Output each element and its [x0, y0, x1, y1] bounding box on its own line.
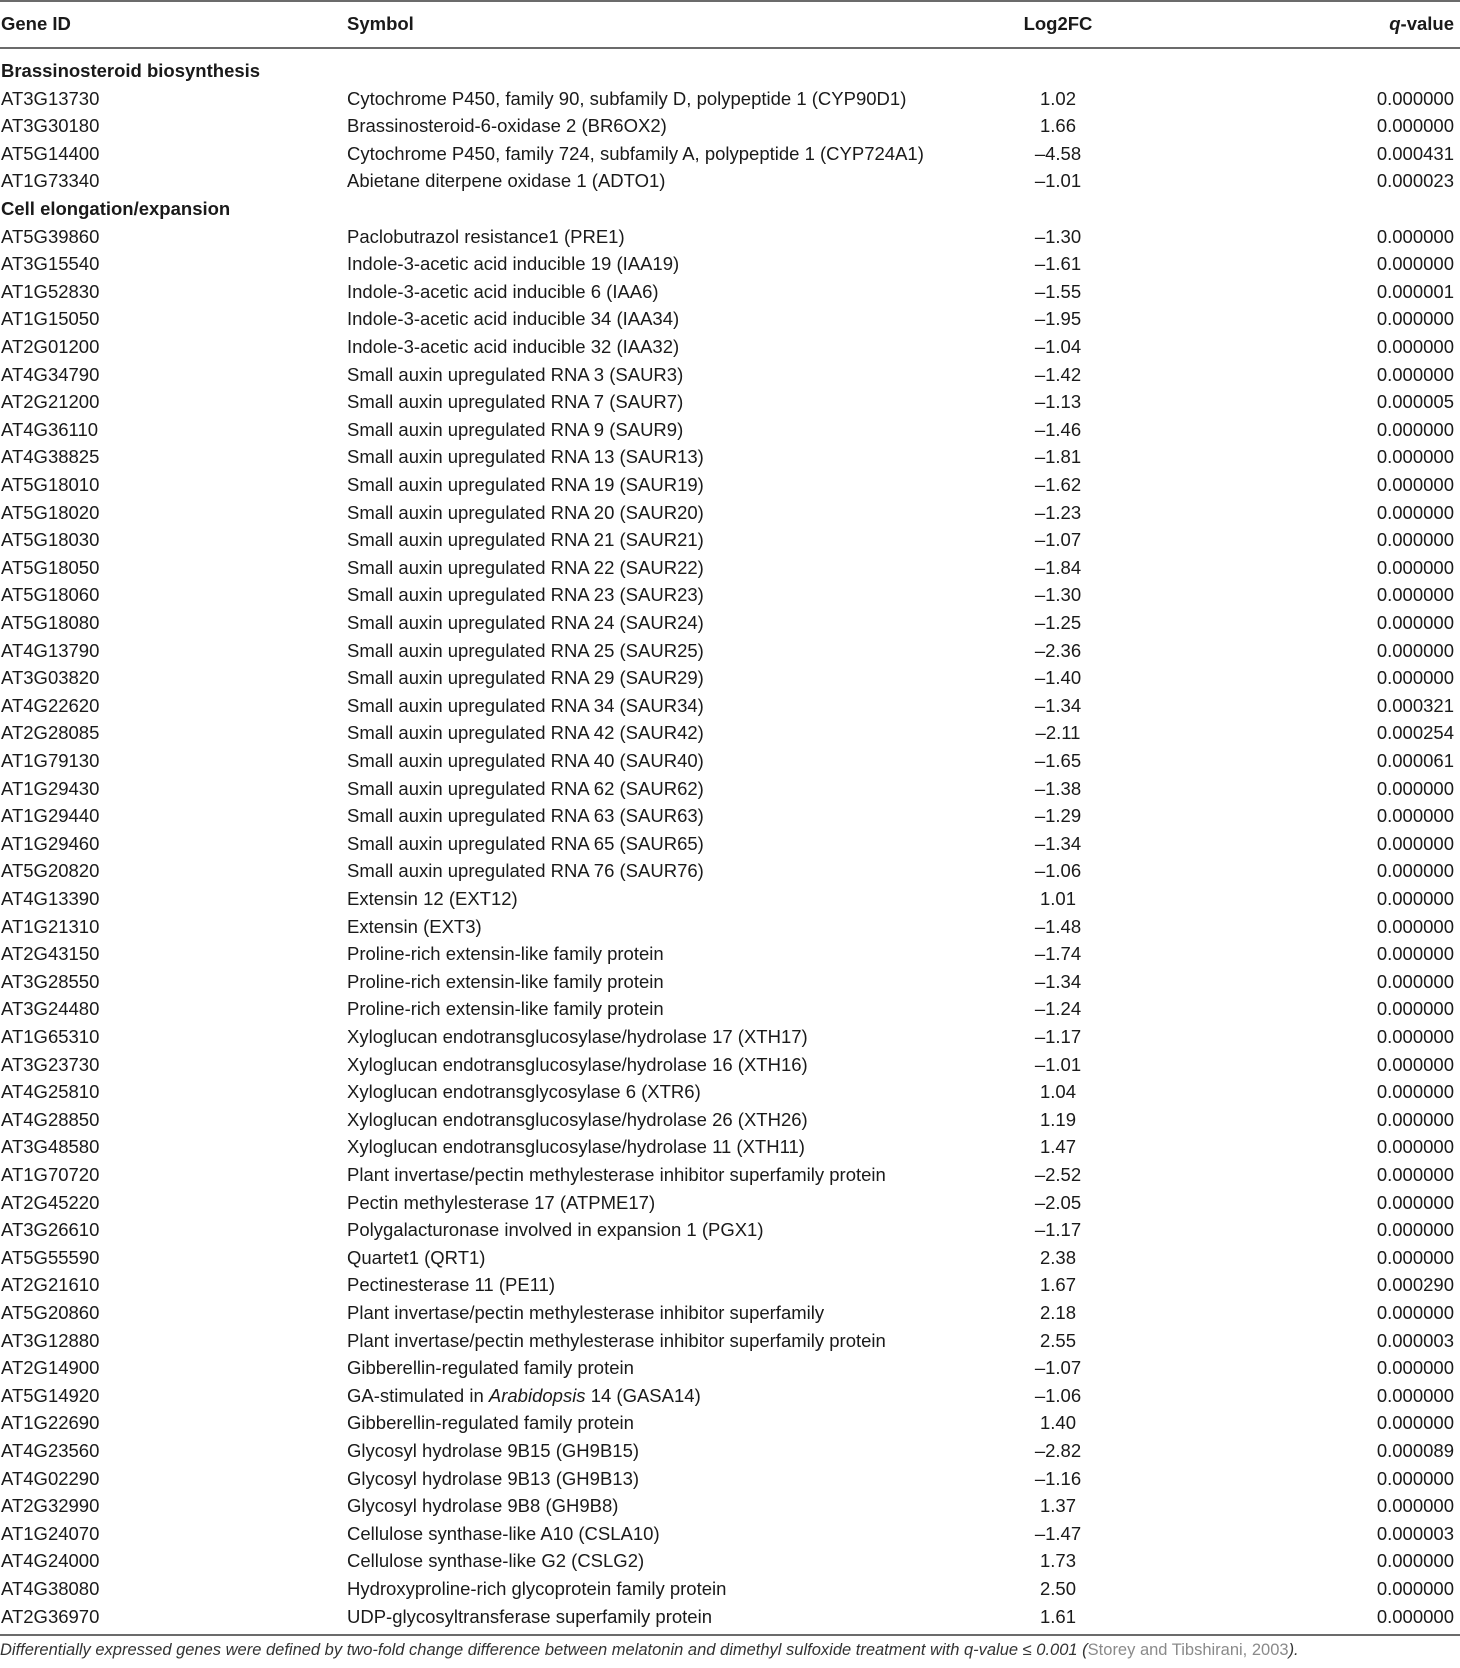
symbol-cell: Pectinesterase 11 (PE11) — [347, 1274, 556, 1296]
gene-id-cell: AT1G70720 — [1, 1164, 100, 1185]
q-value-cell: 0.000000 — [1376, 860, 1454, 882]
header-gene-id: Gene ID — [1, 13, 71, 34]
log2fc-cell: 2.50 — [1039, 1578, 1076, 1599]
gene-id-cell: AT3G28550 — [1, 970, 100, 992]
symbol-cell: Xyloglucan endotransglucosylase/hydrolase 26 (XTH26) — [347, 1108, 808, 1130]
header-symbol: Symbol — [347, 13, 414, 34]
gene-id-cell: AT2G45220 — [1, 1191, 100, 1213]
top-rule — [0, 0, 1460, 2]
log2fc-cell: –1.07 — [1034, 529, 1082, 551]
table-row — [0, 692, 1460, 720]
q-value-cell: 0.000000 — [1376, 970, 1454, 992]
q-value-cell: 0.000000 — [1376, 998, 1454, 1020]
symbol-cell: Cellulose synthase-like A10 (CSLA10) — [347, 1522, 660, 1544]
symbol-cell: Proline-rich extensin-like family protein — [347, 998, 664, 1020]
gene-id-cell: AT2G36970 — [1, 1605, 100, 1627]
symbol-cell: Plant invertase/pectin methylesterase inhibitor superfamily protein — [347, 1329, 886, 1351]
symbol-cell: Small auxin upregulated RNA 24 (SAUR24) — [347, 612, 704, 633]
symbol-cell: Brassinosteroid-6-oxidase 2 (BR6OX2) — [347, 115, 667, 137]
symbol-cell: Small auxin upregulated RNA 29 (SAUR29) — [347, 667, 704, 689]
gene-id-cell: AT1G22690 — [1, 1412, 100, 1434]
gene-id-cell: AT1G73340 — [1, 170, 100, 192]
symbol-cell: Abietane diterpene oxidase 1 (ADTO1) — [347, 170, 666, 192]
table-row — [0, 526, 1460, 554]
table-row — [0, 1133, 1460, 1161]
q-value-cell: 0.000000 — [1376, 1550, 1454, 1572]
table-row — [0, 1492, 1460, 1520]
gene-id-cell: AT3G23730 — [1, 1053, 100, 1075]
table-row — [0, 167, 1460, 195]
log2fc-cell: 1.47 — [1039, 1136, 1076, 1158]
table-row — [0, 1465, 1460, 1493]
log2fc-cell: –2.82 — [1034, 1440, 1082, 1461]
table-row — [0, 388, 1460, 416]
table-row — [0, 499, 1460, 527]
table-row — [0, 278, 1460, 306]
table-row — [0, 747, 1460, 775]
footnote-text: Differentially expressed genes were defined by two-fold change difference between melatonin and dimethyl sulfoxide treatment with q-value ≤ 0.001 ( — [0, 1641, 1088, 1659]
q-value-cell: 0.000000 — [1376, 363, 1454, 385]
q-value-cell: 0.000000 — [1376, 832, 1454, 854]
log2fc-cell: –2.05 — [1034, 1191, 1082, 1213]
log2fc-cell: 1.66 — [1039, 115, 1076, 137]
table-row — [0, 1106, 1460, 1134]
log2fc-cell: –1.30 — [1034, 584, 1082, 606]
table-row — [0, 1299, 1460, 1327]
log2fc-cell: –4.58 — [1034, 142, 1082, 164]
q-value-cell: 0.000000 — [1376, 418, 1454, 440]
table-row — [0, 223, 1460, 251]
table-row — [0, 885, 1460, 913]
gene-id-cell: AT5G18060 — [1, 584, 100, 606]
gene-id-cell: AT1G29460 — [1, 832, 100, 854]
table-row — [0, 1382, 1460, 1410]
gene-id-cell: AT5G18050 — [1, 556, 100, 578]
table-row — [0, 913, 1460, 941]
table-row — [0, 1547, 1460, 1575]
table-row — [0, 416, 1460, 444]
gene-id-cell: AT3G12880 — [1, 1329, 100, 1351]
symbol-cell: Polygalacturonase involved in expansion 1 (PGX1) — [347, 1219, 764, 1241]
symbol-cell: Xyloglucan endotransglycosylase 6 (XTR6) — [347, 1081, 701, 1103]
log2fc-cell: 2.38 — [1039, 1246, 1076, 1268]
log2fc-cell: 1.19 — [1039, 1108, 1076, 1130]
gene-id-cell: AT3G48580 — [1, 1136, 100, 1158]
log2fc-cell: 2.55 — [1039, 1329, 1076, 1351]
footnote-end: ). — [1288, 1641, 1299, 1659]
table-row — [0, 1327, 1460, 1355]
q-value-cell: 0.000001 — [1376, 280, 1454, 302]
log2fc-cell: 1.40 — [1039, 1412, 1076, 1434]
symbol-cell: Small auxin upregulated RNA 13 (SAUR13) — [347, 446, 704, 468]
table-row — [0, 1161, 1460, 1189]
symbol-cell: Small auxin upregulated RNA 9 (SAUR9) — [347, 418, 684, 440]
log2fc-cell: –2.36 — [1034, 639, 1082, 661]
symbol-cell — [347, 1382, 701, 1410]
symbol-cell: Indole-3-acetic acid inducible 32 (IAA32) — [347, 336, 680, 357]
gene-id-cell: AT4G34790 — [1, 363, 100, 385]
log2fc-cell: –1.40 — [1034, 667, 1082, 689]
gene-id-cell: AT4G13790 — [1, 639, 100, 661]
table-row — [0, 1271, 1460, 1299]
footnote-citation-link[interactable]: Storey and Tibshirani, 2003 — [1087, 1641, 1289, 1659]
gene-id-cell: AT2G14900 — [1, 1357, 100, 1379]
symbol-cell: Cytochrome P450, family 90, subfamily D, polypeptide 1 (CYP90D1) — [347, 87, 907, 109]
header-rule — [0, 47, 1460, 49]
table-row — [0, 1216, 1460, 1244]
symbol-cell: Plant invertase/pectin methylesterase inhibitor superfamily — [347, 1302, 825, 1323]
q-value-cell: 0.000000 — [1376, 1384, 1454, 1406]
table-row — [0, 112, 1460, 140]
gene-id-cell: AT1G15050 — [1, 308, 100, 330]
gene-id-cell: AT1G79130 — [1, 750, 100, 771]
table-row — [0, 664, 1460, 692]
symbol-cell: Small auxin upregulated RNA 23 (SAUR23) — [347, 584, 704, 606]
gene-id-cell: AT4G13390 — [1, 888, 100, 909]
log2fc-cell: –1.17 — [1034, 1219, 1082, 1241]
gene-id-cell: AT3G15540 — [1, 253, 100, 275]
gene-id-cell: AT1G29430 — [1, 777, 100, 799]
symbol-cell: Xyloglucan endotransglucosylase/hydrolase 16 (XTH16) — [347, 1053, 808, 1075]
symbol-cell: Proline-rich extensin-like family protein — [347, 943, 664, 965]
q-value-cell: 0.000000 — [1376, 1136, 1454, 1158]
log2fc-cell: –1.65 — [1034, 750, 1082, 771]
log2fc-cell: –2.11 — [1035, 722, 1081, 744]
q-value-cell: 0.000000 — [1376, 87, 1454, 109]
q-value-cell: 0.000000 — [1376, 115, 1454, 137]
q-value-cell: 0.000000 — [1376, 1164, 1454, 1185]
log2fc-cell: –1.25 — [1034, 612, 1082, 633]
symbol-cell: Extensin 12 (EXT12) — [347, 888, 518, 909]
table-row — [0, 1078, 1460, 1106]
table-row — [0, 250, 1460, 278]
table-row — [0, 554, 1460, 582]
q-value-cell: 0.000000 — [1376, 1495, 1454, 1517]
gene-id-cell: AT3G26610 — [1, 1219, 100, 1241]
log2fc-cell: 1.37 — [1039, 1495, 1076, 1517]
log2fc-cell: –1.04 — [1034, 336, 1082, 357]
symbol-cell: Indole-3-acetic acid inducible 19 (IAA19) — [347, 253, 680, 275]
q-value-cell: 0.000254 — [1376, 722, 1454, 744]
log2fc-cell: 1.01 — [1039, 888, 1076, 909]
symbol-cell: Proline-rich extensin-like family protein — [347, 970, 664, 992]
symbol-cell: Small auxin upregulated RNA 3 (SAUR3) — [347, 363, 684, 385]
gene-id-cell: AT2G43150 — [1, 943, 100, 965]
q-value-cell: 0.000000 — [1376, 1219, 1454, 1241]
gene-id-cell: AT5G18010 — [1, 474, 100, 495]
table-row — [0, 333, 1460, 361]
log2fc-cell: –1.17 — [1034, 1026, 1082, 1047]
q-value-cell: 0.000000 — [1376, 1467, 1454, 1489]
table-row — [0, 1603, 1460, 1631]
log2fc-cell: –1.29 — [1034, 805, 1082, 827]
symbol-cell: Glycosyl hydrolase 9B13 (GH9B13) — [347, 1467, 640, 1489]
log2fc-cell: –1.24 — [1034, 998, 1082, 1020]
table-row — [0, 1023, 1460, 1051]
log2fc-cell: –1.38 — [1034, 777, 1082, 799]
q-value-cell: 0.000061 — [1376, 750, 1454, 771]
table-header — [0, 10, 1460, 38]
symbol-cell: Xyloglucan endotransglucosylase/hydrolase 11 (XTH11) — [347, 1136, 805, 1158]
table-row — [0, 995, 1460, 1023]
log2fc-cell: –1.16 — [1034, 1467, 1082, 1489]
log2fc-cell: –1.34 — [1034, 694, 1082, 716]
q-value-cell: 0.000003 — [1376, 1522, 1454, 1544]
gene-id-cell: AT5G18020 — [1, 501, 100, 523]
q-value-cell: 0.000000 — [1376, 639, 1454, 661]
q-value-cell: 0.000000 — [1376, 777, 1454, 799]
symbol-cell: Small auxin upregulated RNA 19 (SAUR19) — [347, 474, 704, 495]
gene-id-cell: AT3G13730 — [1, 87, 100, 109]
table-row — [0, 305, 1460, 333]
section-row — [0, 57, 1460, 85]
symbol-cell: Small auxin upregulated RNA 62 (SAUR62) — [347, 777, 704, 799]
symbol-text: GA-stimulated in — [347, 1384, 489, 1406]
symbol-cell: UDP-glycosyltransferase superfamily protein — [347, 1605, 712, 1627]
q-value-cell: 0.000000 — [1376, 1246, 1454, 1268]
log2fc-cell: –1.34 — [1034, 832, 1082, 854]
table-row — [0, 1520, 1460, 1548]
q-value-cell: 0.000000 — [1376, 1412, 1454, 1434]
q-value-cell: 0.000000 — [1376, 888, 1454, 909]
gene-id-cell: AT5G20820 — [1, 860, 100, 882]
symbol-cell: Quartet1 (QRT1) — [347, 1246, 486, 1268]
gene-id-cell: AT1G29440 — [1, 805, 100, 827]
gene-id-cell: AT1G21310 — [1, 915, 100, 937]
table-row — [0, 140, 1460, 168]
q-value-cell: 0.000000 — [1376, 1108, 1454, 1130]
table-row — [0, 609, 1460, 637]
q-value-cell: 0.000000 — [1376, 1578, 1454, 1599]
log2fc-cell: –1.74 — [1034, 943, 1082, 965]
gene-id-cell: AT4G22620 — [1, 694, 100, 716]
symbol-cell: Gibberellin-regulated family protein — [347, 1357, 634, 1379]
gene-id-cell: AT2G28085 — [1, 722, 100, 744]
symbol-cell: Glycosyl hydrolase 9B15 (GH9B15) — [347, 1440, 640, 1461]
symbol-cell: Small auxin upregulated RNA 63 (SAUR63) — [347, 805, 704, 827]
q-value-cell: 0.000431 — [1376, 142, 1454, 164]
log2fc-cell: 1.61 — [1039, 1605, 1076, 1627]
gene-id-cell: AT5G14920 — [1, 1384, 100, 1406]
gene-id-cell: AT4G36110 — [1, 418, 99, 440]
table-row — [0, 361, 1460, 389]
log2fc-cell: –1.30 — [1034, 225, 1082, 247]
log2fc-cell: –1.95 — [1034, 308, 1082, 330]
symbol-cell: Glycosyl hydrolase 9B8 (GH9B8) — [347, 1495, 619, 1517]
table-row — [0, 1354, 1460, 1382]
table-row — [0, 637, 1460, 665]
table-row — [0, 85, 1460, 113]
gene-id-cell: AT5G20860 — [1, 1302, 100, 1323]
symbol-cell: Cytochrome P450, family 724, subfamily A, polypeptide 1 (CYP724A1) — [347, 142, 924, 164]
log2fc-cell: 1.02 — [1039, 87, 1076, 109]
log2fc-cell: –1.06 — [1034, 1384, 1082, 1406]
gene-id-cell: AT2G21610 — [1, 1274, 100, 1296]
log2fc-cell: –1.07 — [1034, 1357, 1082, 1379]
symbol-cell: Small auxin upregulated RNA 76 (SAUR76) — [347, 860, 704, 882]
log2fc-cell: –1.81 — [1034, 446, 1082, 468]
symbol-cell: Small auxin upregulated RNA 40 (SAUR40) — [347, 750, 704, 771]
q-value-cell: 0.000000 — [1376, 336, 1454, 357]
gene-id-cell: AT4G02290 — [1, 1467, 100, 1489]
gene-id-cell: AT4G38825 — [1, 446, 100, 468]
q-value-cell: 0.000000 — [1376, 612, 1454, 633]
q-value-cell: 0.000000 — [1376, 1357, 1454, 1379]
gene-id-cell: AT2G32990 — [1, 1495, 100, 1517]
table-row — [0, 1189, 1460, 1217]
symbol-cell: Small auxin upregulated RNA 22 (SAUR22) — [347, 556, 704, 578]
table-row — [0, 719, 1460, 747]
gene-id-cell: AT2G21200 — [1, 391, 100, 413]
q-value-cell: 0.000000 — [1376, 1081, 1454, 1103]
log2fc-cell: 1.04 — [1039, 1081, 1076, 1103]
q-value-cell: 0.000023 — [1376, 170, 1454, 192]
symbol-cell: Xyloglucan endotransglucosylase/hydrolase 17 (XTH17) — [347, 1026, 808, 1047]
q-value-cell: 0.000000 — [1376, 667, 1454, 689]
q-value-cell: 0.000000 — [1376, 446, 1454, 468]
q-value-cell: 0.000000 — [1376, 1191, 1454, 1213]
q-value-cell: 0.000000 — [1376, 1302, 1454, 1323]
q-value-cell: 0.000000 — [1376, 805, 1454, 827]
table-row — [0, 940, 1460, 968]
q-value-cell: 0.000000 — [1376, 584, 1454, 606]
log2fc-cell: –1.62 — [1034, 474, 1082, 495]
gene-id-cell: AT5G14400 — [1, 142, 100, 164]
bottom-rule — [0, 1634, 1460, 1636]
q-value-cell: 0.000000 — [1376, 943, 1454, 965]
symbol-cell: Paclobutrazol resistance1 (PRE1) — [347, 225, 625, 247]
symbol-cell: Small auxin upregulated RNA 7 (SAUR7) — [347, 391, 684, 413]
table-row — [0, 857, 1460, 885]
log2fc-cell: –1.06 — [1034, 860, 1082, 882]
table-row — [0, 1575, 1460, 1603]
table-row — [0, 1437, 1460, 1465]
symbol-text: 14 (GASA14) — [585, 1384, 701, 1406]
symbol-italic: Arabidopsis — [488, 1384, 586, 1406]
table-footnote — [0, 1641, 1299, 1660]
symbol-cell: Small auxin upregulated RNA 42 (SAUR42) — [347, 722, 704, 744]
table-row — [0, 471, 1460, 499]
section-row — [0, 195, 1460, 223]
log2fc-cell: –1.01 — [1034, 1053, 1082, 1075]
log2fc-cell: 1.67 — [1039, 1274, 1076, 1296]
q-value-cell: 0.000005 — [1376, 391, 1454, 413]
q-value-cell: 0.000089 — [1376, 1440, 1454, 1461]
q-value-cell: 0.000000 — [1376, 308, 1454, 330]
gene-id-cell: AT2G01200 — [1, 336, 100, 357]
symbol-cell: Small auxin upregulated RNA 20 (SAUR20) — [347, 501, 704, 523]
q-value-cell: 0.000000 — [1376, 474, 1454, 495]
log2fc-cell: –1.46 — [1034, 418, 1082, 440]
gene-id-cell: AT5G18080 — [1, 612, 100, 633]
symbol-cell: Indole-3-acetic acid inducible 34 (IAA34) — [347, 308, 680, 330]
q-value-cell: 0.000003 — [1376, 1329, 1454, 1351]
symbol-cell: Small auxin upregulated RNA 25 (SAUR25) — [347, 639, 704, 661]
section-title: Brassinosteroid biosynthesis — [1, 60, 261, 81]
q-value-cell: 0.000000 — [1376, 225, 1454, 247]
log2fc-cell: –1.84 — [1034, 556, 1082, 578]
log2fc-cell: –1.61 — [1034, 253, 1082, 275]
symbol-cell: Indole-3-acetic acid inducible 6 (IAA6) — [347, 280, 659, 302]
symbol-cell: Hydroxyproline-rich glycoprotein family protein — [347, 1578, 727, 1599]
gene-id-cell: AT3G03820 — [1, 667, 100, 689]
q-value-cell: 0.000000 — [1376, 529, 1454, 551]
gene-id-cell: AT4G28850 — [1, 1108, 100, 1130]
gene-id-cell: AT1G24070 — [1, 1522, 100, 1544]
symbol-cell: Extensin (EXT3) — [347, 915, 482, 937]
q-value-cell: 0.000000 — [1376, 1605, 1454, 1627]
q-value-cell: 0.000000 — [1376, 915, 1454, 937]
symbol-cell: Plant invertase/pectin methylesterase inhibitor superfamily protein — [347, 1164, 886, 1185]
q-value-cell: 0.000290 — [1376, 1274, 1454, 1296]
log2fc-cell: –1.48 — [1034, 915, 1082, 937]
table-row — [0, 1244, 1460, 1272]
symbol-cell: Small auxin upregulated RNA 21 (SAUR21) — [347, 529, 704, 551]
q-value-cell: 0.000000 — [1376, 556, 1454, 578]
log2fc-cell: –1.42 — [1034, 363, 1082, 385]
log2fc-cell: –1.34 — [1034, 970, 1082, 992]
gene-id-cell: AT1G65310 — [1, 1026, 100, 1047]
gene-id-cell: AT5G39860 — [1, 225, 100, 247]
gene-id-cell: AT3G24480 — [1, 998, 100, 1020]
log2fc-cell: –1.47 — [1034, 1522, 1082, 1544]
gene-id-cell: AT4G23560 — [1, 1440, 100, 1461]
section-title: Cell elongation/expansion — [1, 198, 231, 219]
gene-id-cell: AT4G25810 — [1, 1081, 100, 1103]
log2fc-cell: –1.23 — [1034, 501, 1082, 523]
log2fc-cell: –1.55 — [1034, 280, 1082, 302]
log2fc-cell: 2.18 — [1039, 1302, 1076, 1323]
table-row — [0, 1051, 1460, 1079]
table-row — [0, 443, 1460, 471]
q-value-cell: 0.000000 — [1376, 501, 1454, 523]
table-row — [0, 581, 1460, 609]
header-q-value: q-value — [1389, 13, 1454, 34]
q-value-cell: 0.000321 — [1376, 694, 1454, 716]
log2fc-cell: –2.52 — [1034, 1164, 1082, 1185]
log2fc-cell: 1.73 — [1039, 1550, 1076, 1572]
table-row — [0, 775, 1460, 803]
q-value-cell: 0.000000 — [1376, 253, 1454, 275]
symbol-cell: Small auxin upregulated RNA 65 (SAUR65) — [347, 832, 704, 854]
header-log2fc: Log2FC — [1023, 13, 1093, 34]
symbol-cell: Small auxin upregulated RNA 34 (SAUR34) — [347, 694, 704, 716]
gene-id-cell: AT4G24000 — [1, 1550, 100, 1572]
table-row — [0, 1409, 1460, 1437]
log2fc-cell: –1.01 — [1034, 170, 1082, 192]
gene-id-cell: AT3G30180 — [1, 115, 100, 137]
symbol-cell: Gibberellin-regulated family protein — [347, 1412, 634, 1434]
q-value-cell: 0.000000 — [1376, 1026, 1454, 1047]
gene-id-cell: AT4G38080 — [1, 1578, 100, 1599]
symbol-cell: Cellulose synthase-like G2 (CSLG2) — [347, 1550, 645, 1572]
gene-id-cell: AT1G52830 — [1, 280, 100, 302]
symbol-cell: Pectin methylesterase 17 (ATPME17) — [347, 1191, 656, 1213]
gene-id-cell: AT5G55590 — [1, 1246, 100, 1268]
table-row — [0, 802, 1460, 830]
table-row — [0, 968, 1460, 996]
gene-id-cell: AT5G18030 — [1, 529, 100, 551]
log2fc-cell: –1.13 — [1034, 391, 1082, 413]
table-row — [0, 830, 1460, 858]
q-value-cell: 0.000000 — [1376, 1053, 1454, 1075]
